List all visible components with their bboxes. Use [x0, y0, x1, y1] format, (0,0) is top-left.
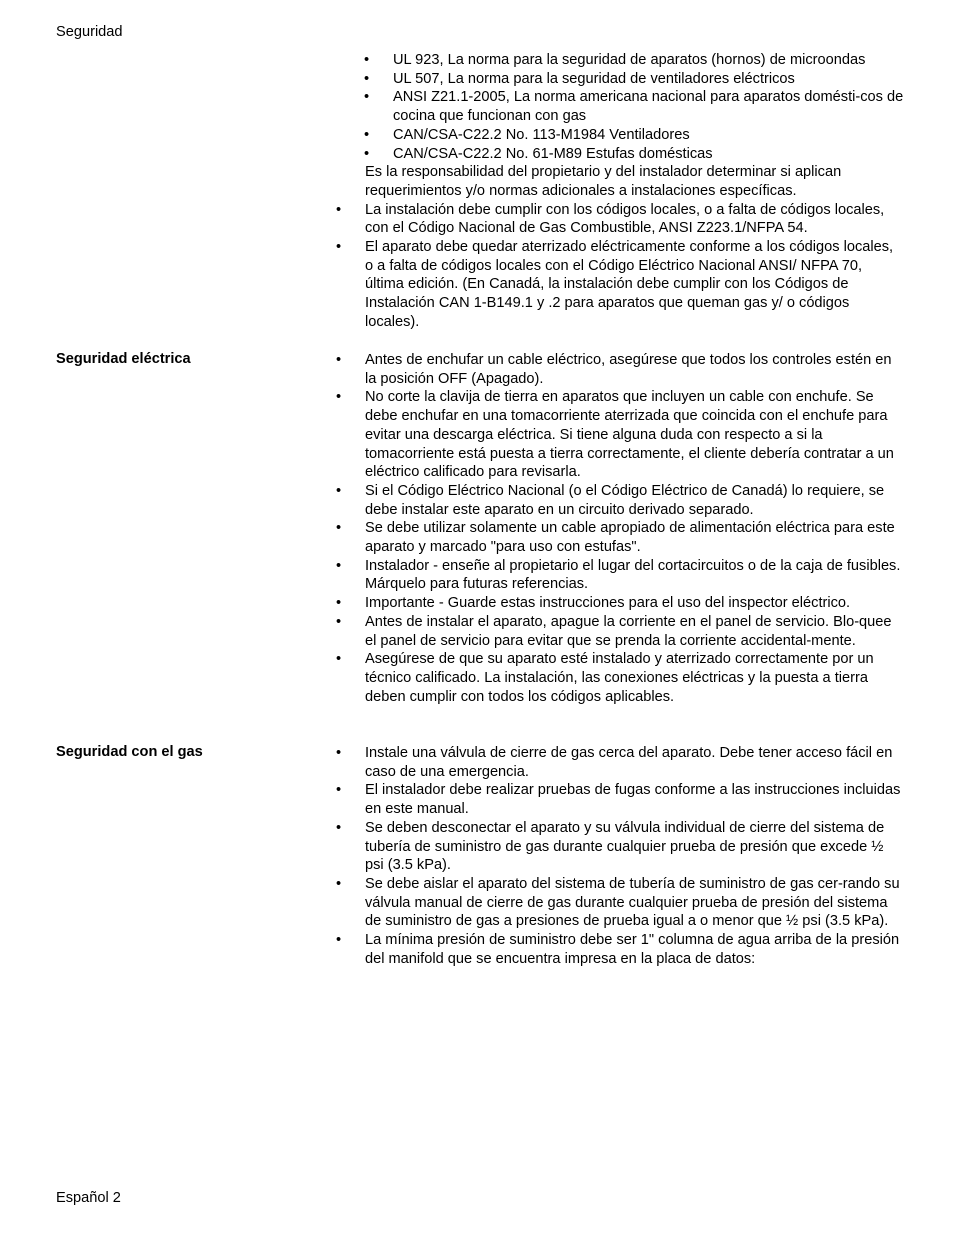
list-item: • Antes de enchufar un cable eléctrico, asegúrese que todos los controles estén en la posición OFF (Apagado). — [336, 351, 904, 388]
list-item: • La mínima presión de suministro debe ser 1" columna de agua arriba de la presión del manifold que se encuentra impresa en la placa de datos: — [336, 931, 904, 968]
list-item: • Si el Código Eléctrico Nacional (o el Código Eléctrico de Canadá) lo requiere, se debe instalar este aparato en un circuito derivado separado. — [336, 482, 904, 519]
list-item: • Instale una válvula de cierre de gas cerca del aparato. Debe tener acceso fácil en caso de una emergencia. — [336, 744, 904, 781]
electrical-safety-heading: Seguridad eléctrica — [56, 351, 191, 367]
installation-list — [336, 201, 904, 332]
list-item: • Antes de instalar el aparato, apague la corriente en el panel de servicio. Blo-quee el panel de servicio para evitar que se prenda la corriente accidental-mente. — [336, 613, 904, 650]
list-item: • Se debe utilizar solamente un cable apropiado de alimentación eléctrica para este aparato y marcado "para uso con estufas". — [336, 519, 904, 556]
gas-safety-section — [336, 744, 904, 968]
list-item: • CAN/CSA-C22.2 No. 113-M1984 Ventiladores — [336, 126, 904, 145]
list-item: • Importante - Guarde estas instrucciones para el uso del inspector eléctrico. — [336, 594, 904, 613]
list-item: • Se debe aislar el aparato del sistema de tubería de suministro de gas cer-rando su válvula manual de cierre de gas durante cualquier prueba de presión del sistema de suministro de gas a presiones de prueba igual a o menor que ½ psi (3.5 kPa). — [336, 875, 904, 931]
responsibility-paragraph: Es la responsabilidad del propietario y del instalador determinar si aplican requerimientos y/o normas adicionales a instalaciones específicas. — [365, 164, 842, 199]
list-item: • El instalador debe realizar pruebas de fugas conforme a las instrucciones incluidas en este manual. — [336, 781, 904, 818]
list-item: • No corte la clavija de tierra en aparatos que incluyen un cable con enchufe. Se debe enchufar en una tomacorriente aterrizada que coincida con el enchufe para evitar una descarga eléctrica. Si tiene alguna duda con respecto a si la tomacorriente está puesta a tierra correctamente, el cliente debería contratar a un eléctrico calificado para revisarla. — [336, 388, 904, 482]
electrical-safety-list — [336, 351, 904, 706]
page-footer: Español 2 — [56, 1190, 121, 1206]
list-item: • Asegúrese de que su aparato esté instalado y aterrizado correctamente por un técnico calificado. La instalación, las conexiones eléctricas y la puesta a tierra deben cumplir con todos los códigos aplicables. — [336, 650, 904, 706]
list-item: • Se deben desconectar el aparato y su válvula individual de cierre del sistema de tubería de suministro de gas durante cualquier prueba de presión que excede ½ psi (3.5 kPa). — [336, 819, 904, 875]
list-item: • Instalador - enseñe al propietario el lugar del cortacircuitos o de la caja de fusibles. Márquelo para futuras referencias. — [336, 557, 904, 594]
list-item: • ANSI Z21.1-2005, La norma americana nacional para aparatos domésti-cos de cocina que funcionan con gas — [336, 88, 904, 125]
gas-safety-heading: Seguridad con el gas — [56, 744, 203, 760]
page-header: Seguridad — [56, 24, 123, 40]
list-item: • El aparato debe quedar aterrizado eléctricamente conforme a los códigos locales, o a falta de códigos locales con el Código Eléctrico Nacional ANSI/ NFPA 70, última edición. (En Canadá, la instalación debe cumplir con los Códigos de Instalación CAN 1-B149.1 y .2 para aparatos que queman gas y/ o códigos locales). — [336, 238, 904, 332]
gas-safety-list — [336, 744, 904, 968]
standards-section — [336, 51, 904, 332]
list-item: • CAN/CSA-C22.2 No. 61-M89 Estufas domésticas — [336, 145, 904, 164]
standards-list — [336, 51, 904, 163]
list-item: • UL 923, La norma para la seguridad de aparatos (hornos) de microondas — [336, 51, 904, 70]
list-item: • La instalación debe cumplir con los códigos locales, o a falta de códigos locales, con el Código Nacional de Gas Combustible, ANSI Z223.1/NFPA 54. — [336, 201, 904, 238]
electrical-safety-section — [336, 351, 904, 706]
list-item: • UL 507, La norma para la seguridad de ventiladores eléctricos — [336, 70, 904, 89]
